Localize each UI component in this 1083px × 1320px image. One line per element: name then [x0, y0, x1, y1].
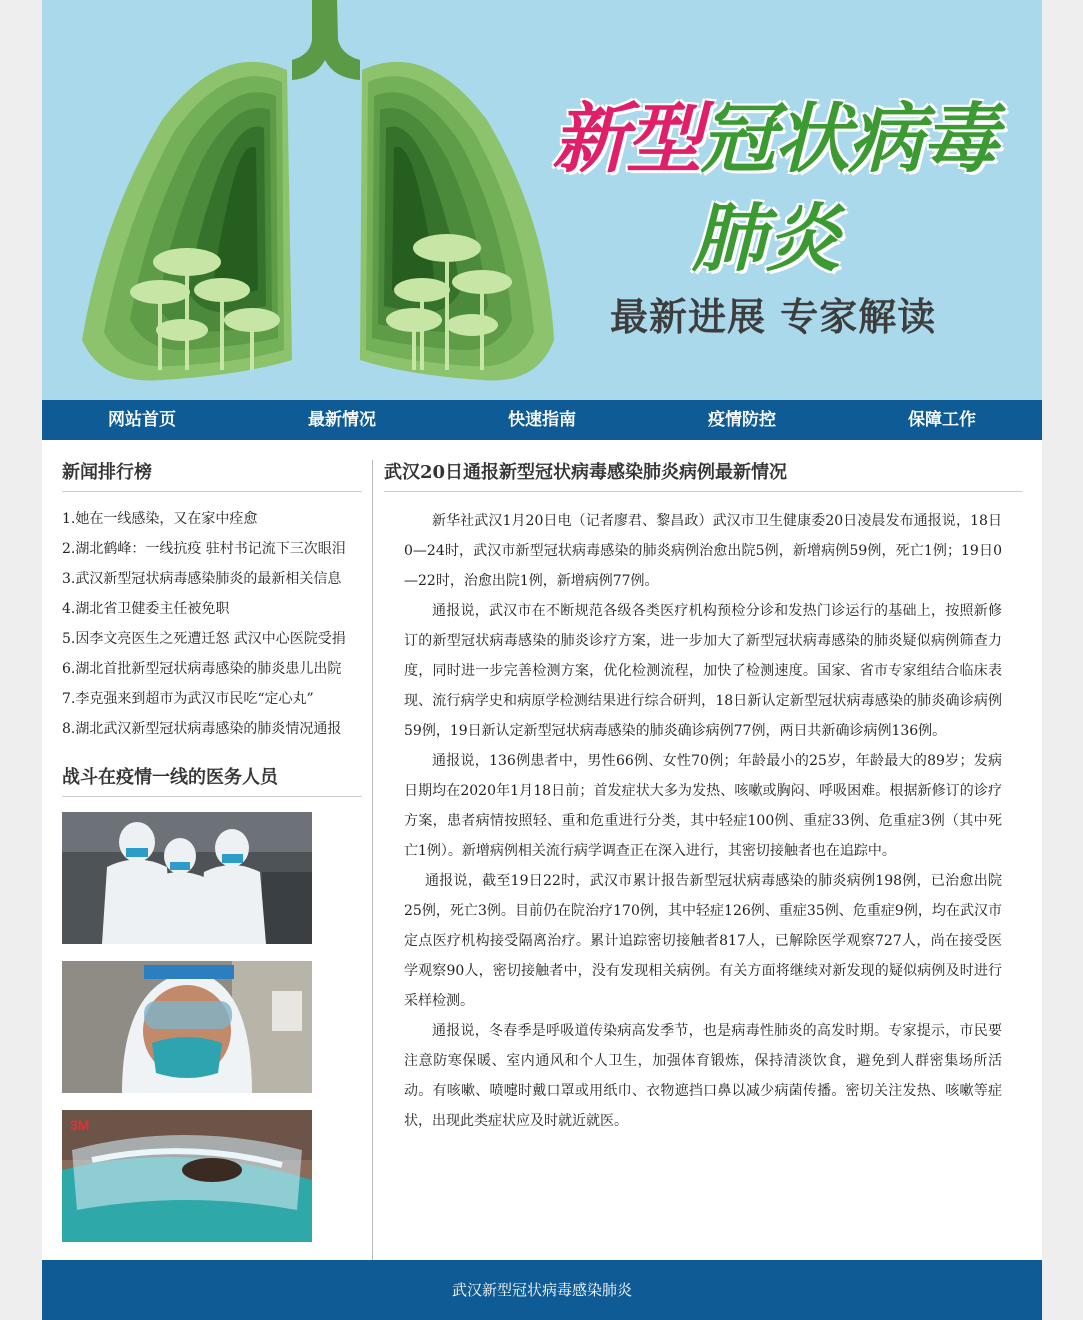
ranking-item[interactable]: 2.湖北鹤峰：一线抗疫 驻村书记流下三次眼泪 — [62, 541, 346, 557]
ranking-title: 新闻排行榜 — [62, 458, 362, 492]
ranking-item[interactable]: 1.她在一线感染，又在家中痊愈 — [62, 511, 258, 527]
page — [42, 0, 1042, 1320]
banner-subtitle: 最新进展 专家解读 — [610, 295, 937, 339]
article-paragraph: 通报说，136例患者中，男性66例、女性70例；年龄最小的25岁，年龄最大的89岁；发病日期均在2020年1月18日前；首发症状大多为发热、咳嗽或胸闷、呼吸困难。根据新修订的诊疗方案，患者病情按照轻、重和危重进行分类，其中轻症100例、重症33例、危重症3例（其中死亡1例）。新增病例相关流行病学调查正在深入进行，其密切接触者也在追踪中。 — [404, 753, 1002, 859]
ranking-item[interactable]: 5.因李文亮医生之死遭迁怒 武汉中心医院受捐 — [62, 631, 346, 647]
nav-latest[interactable]: 最新情况 — [308, 410, 376, 430]
nav-prevention[interactable]: 疫情防控 — [708, 410, 776, 430]
medics-photo-3[interactable] — [62, 1110, 312, 1242]
article — [384, 458, 1022, 1136]
banner-title-green: 冠状病毒 — [700, 94, 996, 183]
ranking-item[interactable]: 7.李克强来到超市为武汉市民吃“定心丸” — [62, 691, 314, 707]
article-paragraph: 通报说，截至19日22时，武汉市累计报告新型冠状病毒感染的肺炎病例198例，已治愈出院25例，死亡3例。目前仍在院治疗170例，其中轻症126例、重症35例、危重症9例，均在武汉市定点医疗机构接受隔离治疗。累计追踪密切接触者817人，已解除医学观察727人，尚在接受医学观察90人，密切接触者中，没有发现相关病例。有关方面将继续对新发现的疑似病例及时进行采样检测。 — [404, 873, 1002, 1009]
hero-banner — [42, 0, 1042, 400]
ranking-item[interactable]: 3.武汉新型冠状病毒感染肺炎的最新相关信息 — [62, 571, 342, 587]
left-sidebar — [62, 458, 362, 1133]
nav-home[interactable]: 网站首页 — [108, 410, 176, 430]
article-body — [384, 506, 1022, 1136]
footer: 武汉新型冠状病毒感染肺炎 — [42, 1260, 1042, 1320]
medics-photo-1[interactable] — [62, 812, 312, 944]
medics-section — [62, 763, 362, 1133]
lungs-illustration — [42, 0, 562, 400]
nav-support[interactable]: 保障工作 — [908, 410, 976, 430]
article-paragraph: 通报说，武汉市在不断规范各级各类医疗机构预检分诊和发热门诊运行的基础上，按照新修订的新型冠状病毒感染的肺炎诊疗方案，进一步加大了新型冠状病毒感染的肺炎疑似病例筛查力度，同时进一步完善检测方案，优化检测流程，加快了检测速度。国家、省市专家组结合临床表现、流行病学史和病原学检测结果进行综合研判，18日新认定新型冠状病毒感染的肺炎确诊病例59例，19日新认定新型冠状病毒感染的肺炎确诊病例77例，两日共新确诊病例136例。 — [404, 603, 1002, 739]
main-nav — [42, 400, 1042, 440]
banner-title-line2: 肺炎 — [692, 196, 840, 282]
ranking-item[interactable]: 8.湖北武汉新型冠状病毒感染的肺炎情况通报 — [62, 721, 342, 737]
column-divider — [372, 460, 373, 1260]
svg-text:3M: 3M — [70, 1117, 90, 1133]
medics-title: 战斗在疫情一线的医务人员 — [62, 763, 362, 797]
ranking-item[interactable]: 4.湖北省卫健委主任被免职 — [62, 601, 230, 617]
article-title: 武汉20日通报新型冠状病毒感染肺炎病例最新情况 — [384, 458, 1022, 492]
banner-title — [552, 78, 996, 183]
nav-guide[interactable]: 快速指南 — [508, 410, 576, 430]
article-paragraph: 新华社武汉1月20日电（记者廖君、黎昌政）武汉市卫生健康委20日凌晨发布通报说，18日0—24时，武汉市新型冠状病毒感染的肺炎病例治愈出院5例，新增病例59例，死亡1例；19日0—22时，治愈出院1例，新增病例77例。 — [404, 513, 1002, 589]
ranking-list — [62, 504, 362, 744]
medics-photo-2[interactable] — [62, 961, 312, 1093]
article-paragraph: 通报说，冬春季是呼吸道传染病高发季节，也是病毒性肺炎的高发时期。专家提示，市民要注意防寒保暖、室内通风和个人卫生，加强体育锻炼，保持清淡饮食，避免到人群密集场所活动。有咳嗽、喷嚏时戴口罩或用纸巾、衣物遮挡口鼻以减少病菌传播。密切关注发热、咳嗽等症状，出现此类症状应及时就近就医。 — [404, 1023, 1002, 1129]
banner-title-red: 新型 — [552, 94, 700, 183]
ranking-item[interactable]: 6.湖北首批新型冠状病毒感染的肺炎患儿出院 — [62, 661, 342, 677]
